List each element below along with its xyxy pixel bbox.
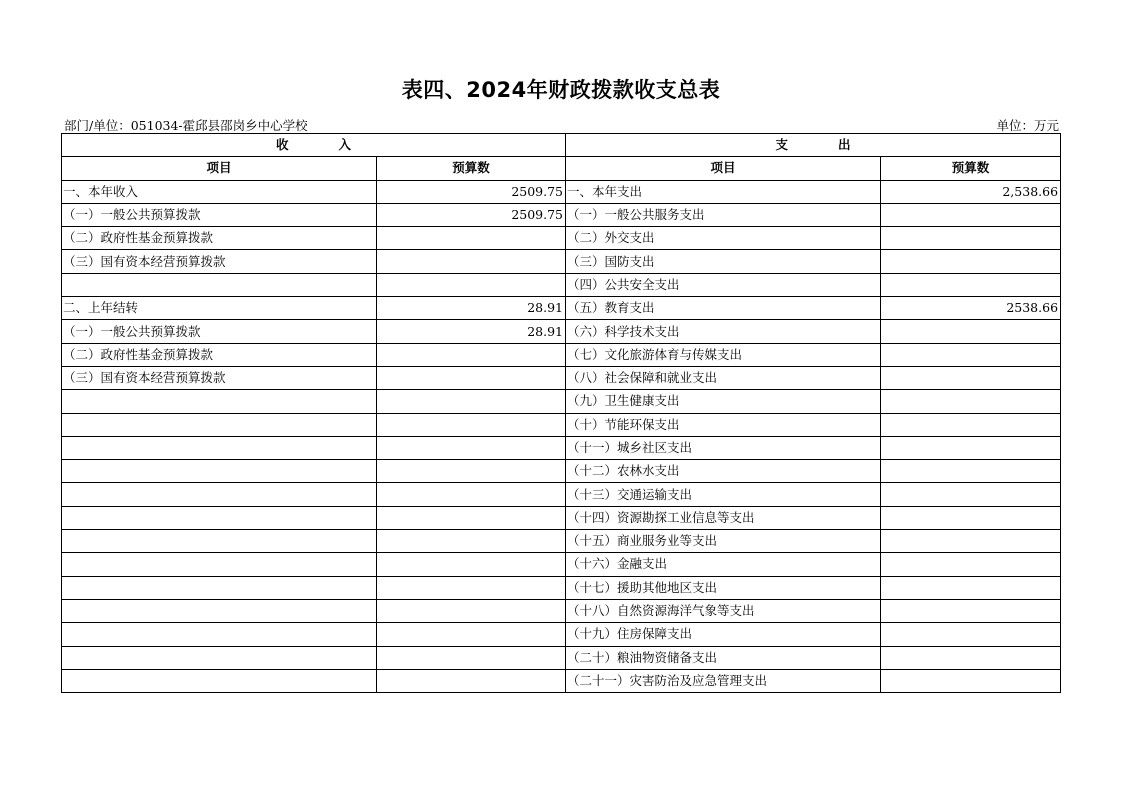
income-budget-cell: 28.91 [377, 320, 566, 343]
income-budget-cell [377, 366, 566, 389]
expense-budget-header: 预算数 [881, 157, 1061, 180]
table-row [62, 227, 1061, 250]
income-budget-cell [377, 413, 566, 436]
expense-budget-cell [881, 413, 1061, 436]
table-row [62, 553, 1061, 576]
table-row [62, 669, 1061, 692]
expense-item-cell: （一）一般公共服务支出 [566, 203, 881, 226]
expense-budget-cell [881, 553, 1061, 576]
income-budget-cell [377, 623, 566, 646]
expense-budget-cell [881, 436, 1061, 459]
income-item-cell [62, 553, 377, 576]
expense-budget-cell: 2538.66 [881, 297, 1061, 320]
expense-item-cell: （七）文化旅游体育与传媒支出 [566, 343, 881, 366]
income-item-cell [62, 390, 377, 413]
expense-item-cell: （十三）交通运输支出 [566, 483, 881, 506]
expense-budget-cell [881, 669, 1061, 692]
expense-item-cell: （八）社会保障和就业支出 [566, 366, 881, 389]
income-item-cell [62, 460, 377, 483]
expense-budget-cell [881, 483, 1061, 506]
expense-budget-cell [881, 343, 1061, 366]
expense-item-cell: （十五）商业服务业等支出 [566, 530, 881, 553]
table-row [62, 203, 1061, 226]
income-item-cell: （二）政府性基金预算拨款 [62, 227, 377, 250]
expense-budget-cell [881, 646, 1061, 669]
department-label: 部门/单位：051034-霍邱县邵岗乡中心学校 [64, 118, 308, 133]
income-item-cell: （一）一般公共预算拨款 [62, 203, 377, 226]
expense-item-cell: （九）卫生健康支出 [566, 390, 881, 413]
income-budget-cell [377, 273, 566, 296]
expense-budget-cell [881, 623, 1061, 646]
table-row [62, 343, 1061, 366]
income-budget-cell [377, 530, 566, 553]
expense-item-cell: （十一）城乡社区支出 [566, 436, 881, 459]
income-budget-cell [377, 669, 566, 692]
income-budget-cell: 2509.75 [377, 180, 566, 203]
table-row [62, 250, 1061, 273]
section-header-row [62, 134, 1061, 157]
expense-item-cell: 一、本年支出 [566, 180, 881, 203]
income-budget-header: 预算数 [377, 157, 566, 180]
table-row [62, 623, 1061, 646]
income-item-cell [62, 669, 377, 692]
column-header-row [62, 157, 1061, 180]
expense-item-cell: （十八）自然资源海洋气象等支出 [566, 599, 881, 622]
expense-budget-cell [881, 227, 1061, 250]
income-budget-cell [377, 553, 566, 576]
unit-label: 单位：万元 [996, 118, 1059, 133]
expense-budget-cell [881, 390, 1061, 413]
income-item-cell: 二、上年结转 [62, 297, 377, 320]
income-item-cell [62, 436, 377, 459]
expense-budget-cell [881, 250, 1061, 273]
expense-item-cell: （二十）粮油物资储备支出 [566, 646, 881, 669]
expense-budget-cell [881, 506, 1061, 529]
expense-item-cell: （二）外交支出 [566, 227, 881, 250]
table-row [62, 646, 1061, 669]
income-item-cell: （一）一般公共预算拨款 [62, 320, 377, 343]
income-header: 收 入 [62, 134, 566, 157]
income-item-cell: （二）政府性基金预算拨款 [62, 343, 377, 366]
table-row [62, 273, 1061, 296]
income-item-cell [62, 530, 377, 553]
table-row [62, 530, 1061, 553]
income-budget-cell [377, 646, 566, 669]
expense-item-cell: （十四）资源勘探工业信息等支出 [566, 506, 881, 529]
table-row [62, 506, 1061, 529]
income-budget-cell: 2509.75 [377, 203, 566, 226]
income-item-cell [62, 273, 377, 296]
income-item-cell: （三）国有资本经营预算拨款 [62, 250, 377, 273]
income-item-cell [62, 646, 377, 669]
expense-budget-cell [881, 320, 1061, 343]
income-budget-cell [377, 599, 566, 622]
income-item-cell: 一、本年收入 [62, 180, 377, 203]
income-budget-cell: 28.91 [377, 297, 566, 320]
expense-budget-cell [881, 576, 1061, 599]
expense-budget-cell [881, 530, 1061, 553]
expense-item-cell: （三）国防支出 [566, 250, 881, 273]
table-row [62, 413, 1061, 436]
table-row [62, 483, 1061, 506]
income-budget-cell [377, 227, 566, 250]
expense-item-cell: （十七）援助其他地区支出 [566, 576, 881, 599]
expense-item-cell: （十）节能环保支出 [566, 413, 881, 436]
table-row [62, 576, 1061, 599]
table-row [62, 390, 1061, 413]
expense-item-cell: （六）科学技术支出 [566, 320, 881, 343]
table-body [62, 180, 1061, 693]
income-budget-cell [377, 506, 566, 529]
table-row [62, 436, 1061, 459]
income-item-cell [62, 483, 377, 506]
page-title: 表四、2024年财政拨款收支总表 [401, 78, 721, 102]
expense-item-cell: （五）教育支出 [566, 297, 881, 320]
expense-item-cell: （二十一）灾害防治及应急管理支出 [566, 669, 881, 692]
expense-item-cell: （四）公共安全支出 [566, 273, 881, 296]
income-budget-cell [377, 390, 566, 413]
expense-budget-cell [881, 460, 1061, 483]
income-budget-cell [377, 343, 566, 366]
income-budget-cell [377, 250, 566, 273]
table-row [62, 180, 1061, 203]
expense-item-header: 项目 [566, 157, 881, 180]
expense-budget-cell [881, 599, 1061, 622]
expense-item-cell: （十九）住房保障支出 [566, 623, 881, 646]
income-budget-cell [377, 483, 566, 506]
expense-budget-cell: 2,538.66 [881, 180, 1061, 203]
budget-table [61, 133, 1061, 693]
expense-budget-cell [881, 203, 1061, 226]
table-row [62, 599, 1061, 622]
income-item-cell [62, 506, 377, 529]
income-item-cell [62, 599, 377, 622]
table-row [62, 320, 1061, 343]
income-budget-cell [377, 436, 566, 459]
expense-item-cell: （十二）农林水支出 [566, 460, 881, 483]
expense-item-cell: （十六）金融支出 [566, 553, 881, 576]
income-item-cell [62, 413, 377, 436]
income-item-cell [62, 576, 377, 599]
income-budget-cell [377, 460, 566, 483]
income-item-header: 项目 [62, 157, 377, 180]
table-row [62, 460, 1061, 483]
table-row [62, 297, 1061, 320]
table-row [62, 366, 1061, 389]
expense-budget-cell [881, 273, 1061, 296]
expense-budget-cell [881, 366, 1061, 389]
income-item-cell: （三）国有资本经营预算拨款 [62, 366, 377, 389]
income-budget-cell [377, 576, 566, 599]
income-item-cell [62, 623, 377, 646]
expense-header: 支 出 [566, 134, 1061, 157]
